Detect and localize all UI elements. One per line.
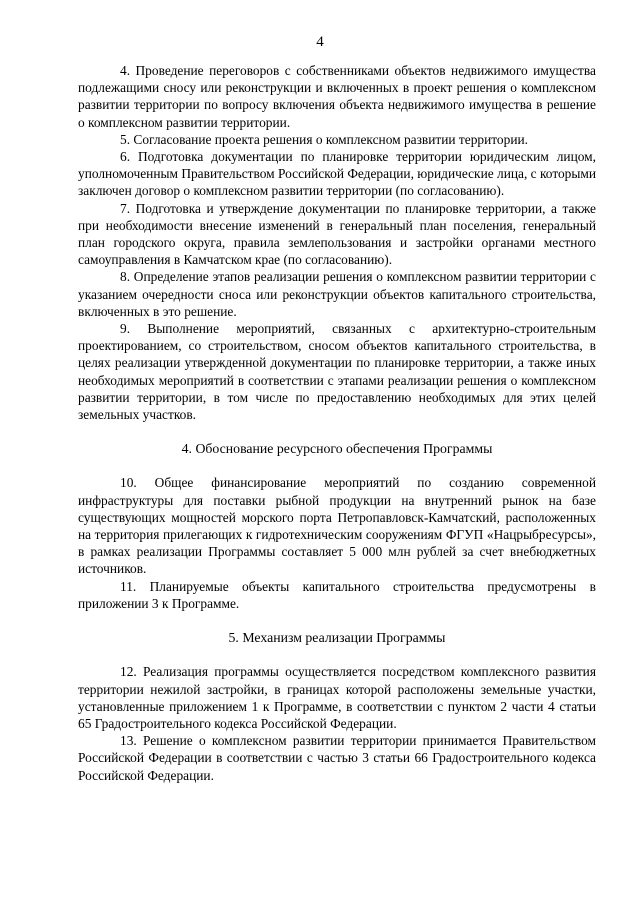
paragraph-12: 12. Реализация программы осуществляется посредством комплексного развития территории нежилой застройки, в границах которой расположены земельные участки, установленные приложением 1 к Программе, в соответствии с пунктом 2 части 4 статьи 65 Градостроительного кодекса Российской Федерации. xyxy=(78,664,596,731)
section-4-heading: 4. Обоснование ресурсного обеспечения Программы xyxy=(181,441,493,457)
paragraph-8: 8. Определение этапов реализации решения о комплексном развитии территории с указанием очередности сноса или реконструкции объектов капитального строительства, включенных в это решение. xyxy=(78,269,596,319)
paragraph-10: 10. Общее финансирование мероприятий по созданию современной инфраструктуры для поставки рыбной продукции на внутренний рынок на базе существующих мощностей морского порта Петропавловск-Камчатский, расположенных на территория прилегающих к гидротехническим сооружениям ФГУП «Нацрыбресурсы», в рамках реализации Программы составляет 5 000 млн рублей за счет внебюджетных источников. xyxy=(78,475,596,577)
paragraph-9: 9. Выполнение мероприятий, связанных с архитектурно-строительным проектированием, со строительством, сносом объектов капитального строительства, в целях реализации утвержденной документации по планировке территории, а также иных необходимых мероприятий в соответствии с этапами реализации решения о комплексном развитии территории, в том числе по предоставлению необходимых для этих целей земельных участков. xyxy=(78,321,596,423)
paragraph-13: 13. Решение о комплексном развитии территории принимается Правительством Российской Федерации в соответствии с частью 3 статьи 66 Градостроительного кодекса Российской Федерации. xyxy=(78,733,596,783)
paragraph-7: 7. Подготовка и утверждение документации по планировке территории, а также при необходимости внесение изменений в генеральный план поселения, генеральный план городского округа, правила землепользования и застройки органами местного самоуправления в Камчатском крае (по согласованию). xyxy=(78,200,596,268)
paragraph-11: 11. Планируемые объекты капитального строительства предусмотрены в приложении 3 к Программе. xyxy=(78,578,596,611)
paragraph-6: 6. Подготовка документации по планировке территории юридическим лицом, уполномоченным Правительством Российской Федерации, юридические лица, с которыми заключен договор о комплексном развитии территории (по согласованию). xyxy=(78,149,597,199)
paragraph-4: 4. Проведение переговоров с собственниками объектов недвижимого имущества подлежащими сносу или реконструкции и включенных в проект решения о комплексном развитии территории по вопросу включения объекта недвижимого имущества в решение о комплексном развитии территории. xyxy=(78,63,596,130)
section-5-heading: 5. Механизм реализации Программы xyxy=(228,630,446,646)
paragraph-5: 5. Согласование проекта решения о комплексном развитии территории. xyxy=(120,131,529,147)
page-number: 4 xyxy=(316,34,324,50)
document-body xyxy=(78,62,596,784)
